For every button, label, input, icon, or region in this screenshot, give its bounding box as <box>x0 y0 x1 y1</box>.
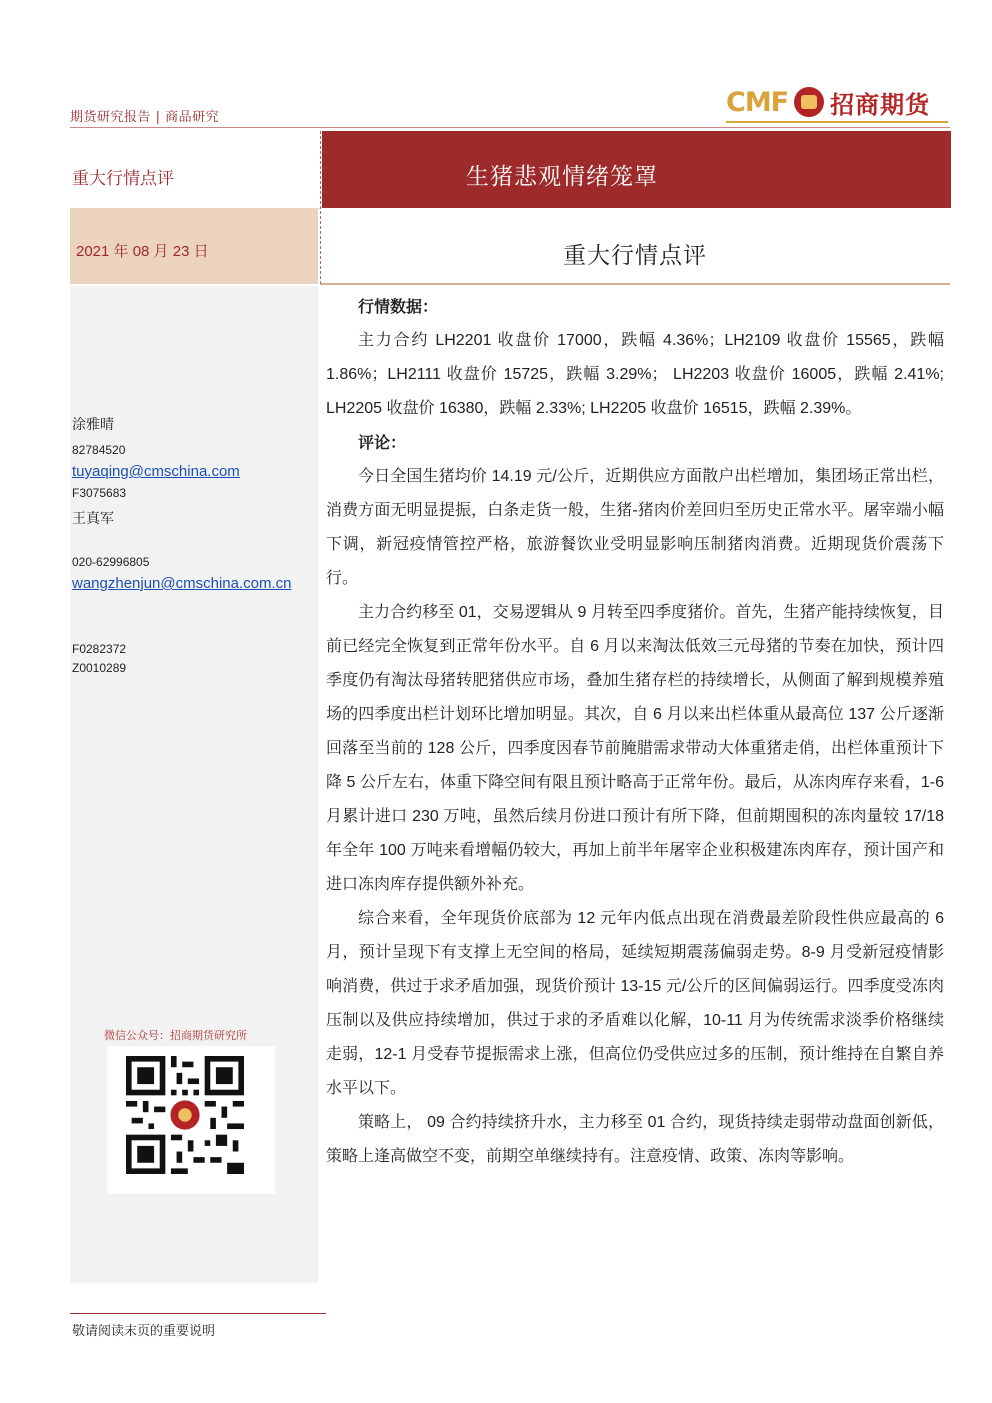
report-date: 2021 年 08 月 23 日 <box>76 243 209 260</box>
analyst-email-link[interactable]: wangzhenjun@cmschina.com.cn <box>72 575 292 592</box>
strategy-paragraph: 策略上， 09 合约持续挤升水，主力移至 01 合约，现货持续走弱带动盘面创新低，策略上逢高做空不变，前期空单继续持有。注意疫情、政策、冻肉等影响。 <box>326 1114 944 1165</box>
report-title: 生猪悲观情绪笼罩 <box>466 164 658 190</box>
market-data-heading: 行情数据： <box>358 297 439 316</box>
comment-paragraph: 主力合约移至 01，交易逻辑从 9 月转至四季度猪价。首先，生猪产能持续恢复，目前已经完全恢复到正常年份水平。自 6 月以来淘汰低效三元母猪的节奏在加快，预计四季度仍有淘汰母猪转肥猪供应市场，叠加生猪存栏的持续增长，从侧面了解到规模养殖场的四季度出栏计划环比增加明显。其次，自 6 月以来出栏体重从最高位 137 公斤逐渐回落至当前的 128 公斤，四季度因春节前腌腊需求带动大体重猪走俏，出栏体重预计下降 5 公斤左右，体重下降空间有限且预计略高于正常年份。最后，从冻肉库存来看，1-6 月累计进口 230 万吨，虽然后续月份进口预计有所下降，但前期囤积的冻肉量较 17/18 年全年 100 万吨来看增幅仍较大，再加上前半年屠宰企业积极建冻肉库存，预计国产和进口冻肉库存提供额外补充。 <box>326 604 944 893</box>
analyst-email-link[interactable]: tuyaqing@cmschina.com <box>72 463 240 480</box>
analyst-license: F3075683 <box>72 486 127 500</box>
footer-divider <box>70 1313 326 1314</box>
logo-emblem-icon <box>794 87 824 117</box>
logo-chinese: 招商期货 <box>830 89 931 119</box>
report-body <box>326 290 944 1174</box>
comment-paragraph: 今日全国生猪均价 14.19 元/公斤，近期供应方面散户出栏增加，集团场正常出栏，消费方面无明显提振，白条走货一般，生猪-猪肉价差回归至历史正常水平。屠宰端小幅下调，新冠疫情管控严格，旅游餐饮业受明显影响压制猪肉消费。近期现货价震荡下行。 <box>326 468 944 587</box>
analyst-license: F0282372 <box>72 642 127 656</box>
wechat-label: 微信公众号：招商期货研究所 <box>104 1029 247 1042</box>
subtitle-divider <box>320 283 950 285</box>
analyst-name: 涂雅晴 <box>72 417 114 433</box>
analyst-name: 王真军 <box>72 511 114 527</box>
report-subtitle: 重大行情点评 <box>563 243 707 269</box>
section-label: 重大行情点评 <box>72 169 174 189</box>
wechat-qr-code-icon <box>126 1056 244 1174</box>
report-tag: 期货研究报告 | 商品研究 <box>70 110 220 125</box>
column-divider <box>320 131 321 284</box>
logo-underline <box>726 121 948 123</box>
logo-latin: CMF <box>726 86 789 118</box>
header-divider <box>70 127 950 128</box>
analyst-phone: 020-62996805 <box>72 555 150 569</box>
comment-heading: 评论： <box>358 433 407 452</box>
analyst-phone: 82784520 <box>72 443 126 457</box>
cmf-logo <box>726 84 930 120</box>
comment-paragraph: 综合来看，全年现货价底部为 12 元年内低点出现在消费最差阶段性供应最高的 6 月，预计呈现下有支撑上无空间的格局，延续短期震荡偏弱走势。8-9 月受新冠疫情影响消费，供过于求矛盾加强，现货价预计 13-15 元/公斤的区间偏弱运行。四季度受冻肉压制以及供应持续增加，供过于求的矛盾难以化解，10-11 月为传统需求淡季价格继续走弱，12-1 月受春节提振需求上涨，但高位仍受供应过多的压制，预计维持在自繁自养水平以下。 <box>326 910 944 1097</box>
disclaimer-note: 敬请阅读末页的重要说明 <box>72 1324 216 1339</box>
analyst-license: Z0010289 <box>72 661 127 675</box>
market-data-paragraph: 主力合约 LH2201 收盘价 17000，跌幅 4.36%；LH2109 收盘价 15565，跌幅 1.86%；LH2111 收盘价 15725，跌幅 3.29%； LH2203 收盘价 16005，跌幅 2.41%; LH2205 收盘价 16380，跌幅 2.33%; LH2205 收盘价 16515，跌幅 2.39%。 <box>326 332 944 417</box>
